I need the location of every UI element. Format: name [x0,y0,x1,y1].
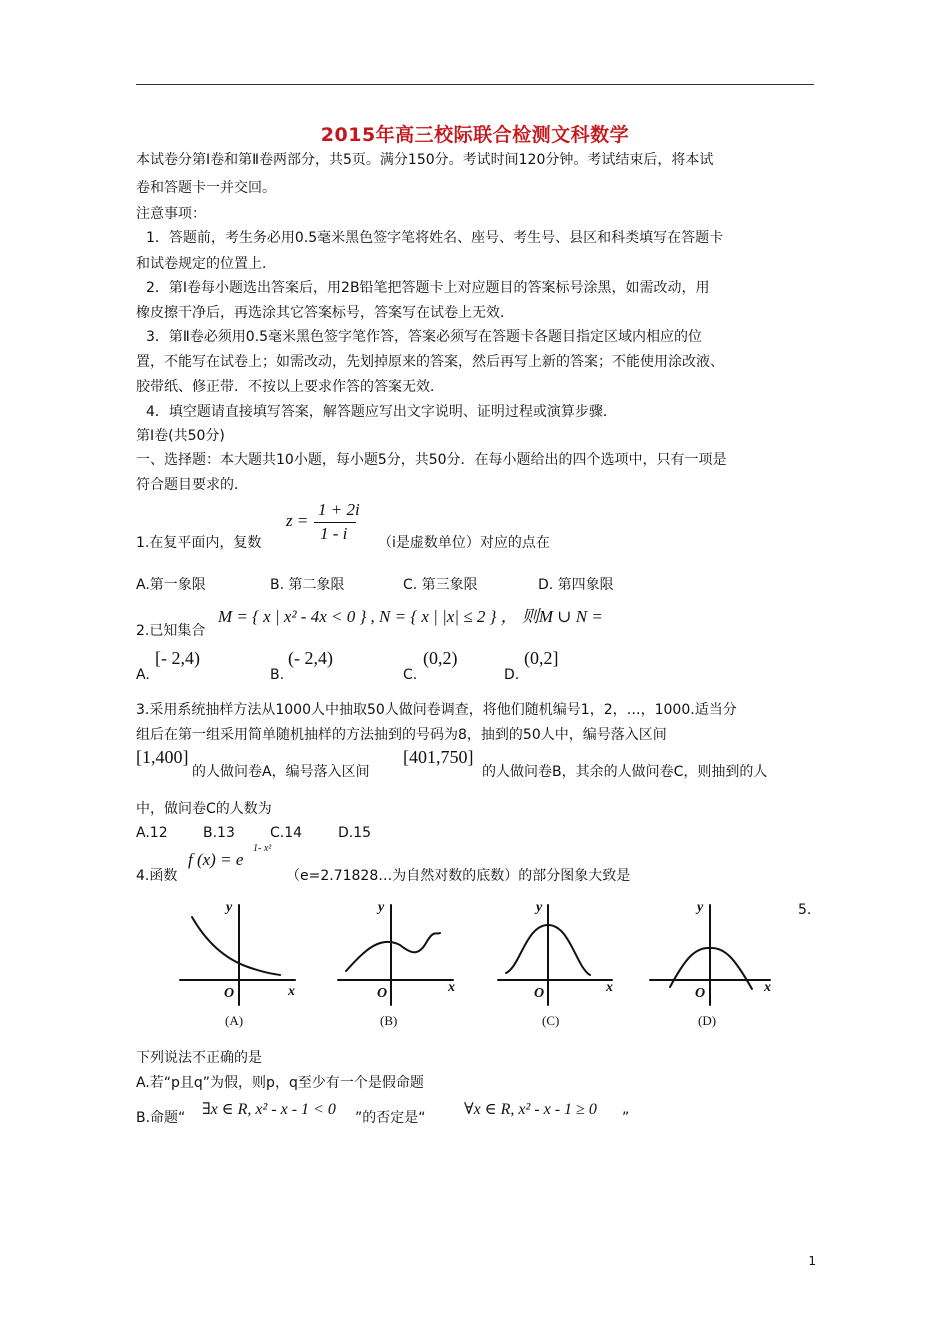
page-title: 2015年高三校际联合检测文科数学 [320,124,630,146]
q5-stem: 下列说法不正确的是 [136,1050,262,1066]
q1-prefix: 1.在复平面内，复数 [136,535,262,551]
graph-d-origin: O [695,986,706,1001]
q3-interval-2: [401,750] [403,747,474,767]
q5-option-b-mid: ”的否定是“ [355,1110,426,1126]
graph-c-y-label: y [536,900,543,915]
notice-1-cont: 和试卷规定的位置上． [136,256,276,272]
q5-option-b-expr2: ∀x ∈ R, x² - x - 1 ≥ 0 [464,1101,597,1118]
graph-d-label: (D) [698,1013,717,1028]
q3-line-1: 3.采用系统抽样方法从1000人中抽取50人做问卷调查，将他们随机编号1，2，…，1000.适当分 [136,702,737,718]
notice-heading: 注意事项： [136,206,206,222]
q3-mid-1: 的人做问卷A，编号落入区间 [192,764,370,780]
q2-prefix: 2.已知集合 [136,623,206,639]
q5-number: 5. [798,902,812,918]
notice-3-cont2: 胶带纸、修正带．不按以上要求作答的答案无效． [136,379,444,395]
q1-suffix: （i是虚数单位）对应的点在 [378,535,550,551]
q5-option-b-expr1: ∃x ∈ R, x² - x - 1 < 0 [202,1101,336,1118]
part-heading: 第Ⅰ卷(共50分) [136,428,225,444]
graph-c-x-label: x [606,980,613,995]
q2-expression: M = { x | x² - 4x < 0 } , N = { x | |x| ≤ 2 } ， 则M ∪ N = [218,607,603,626]
q2-option-c: C. [403,667,418,683]
graph-a-label: (A) [225,1013,244,1028]
q1-option-d: D. 第四象限 [538,577,614,593]
graph-a-y-label: y [226,900,233,915]
q2-option-a-math: [- 2,4) [155,648,200,668]
q3-line-2: 组后在第一组采用简单随机抽样的方法抽到的号码为8，抽到的50人中，编号落入区间 [136,727,667,743]
graph-d-y-label: y [697,900,704,915]
q4-suffix: （e=2.71828…为自然对数的底数）的部分图象大致是 [286,868,631,884]
graph-b-label: (B) [380,1013,398,1028]
q2-option-b: B. [270,667,285,683]
q3-mid-2: 的人做问卷B，其余的人做问卷C，则抽到的人 [482,764,768,780]
section-heading: 一、选择题：本大题共10小题，每小题5分，共50分．在每小题给出的四个选项中，只有一项是 [136,452,727,468]
q3-option-d: D.15 [338,825,372,841]
q5-option-b-prefix: B.命题“ [136,1110,186,1126]
q2-option-b-math: (- 2,4) [288,648,333,668]
intro-line-2: 卷和答题卡一并交回。 [136,180,276,196]
q1-option-a: A.第一象限 [136,577,206,593]
q2-option-c-math: (0,2) [423,648,458,668]
q3-option-c: C.14 [270,825,303,841]
notice-3: 3．第Ⅱ卷必须用0.5毫米黑色签字笔作答，答案必须写在答题卡各题目指定区域内相应的位 [146,329,703,345]
graph-c-label: (C) [542,1013,560,1028]
q1-z: z = [286,511,309,530]
section-heading-cont: 符合题目要求的． [136,477,248,493]
q4-exponent: 1- x² [253,843,272,854]
notice-3-cont: 置，不能写在试卷上；如需改动，先划掉原来的答案，然后再写上新的答案；不能使用涂改液、 [136,354,724,370]
notice-4: 4．填空题请直接填写答案，解答题应写出文字说明、证明过程或演算步骤． [146,404,617,420]
graph-b-curve [346,933,440,971]
graph-c-origin: O [534,986,545,1001]
q1-option-b: B. 第二象限 [270,577,345,593]
q3-line-4: 中，做问卷C的人数为 [136,801,272,817]
q1-numerator: 1 + 2i [318,500,360,519]
q4-function: f (x) = e [188,850,244,869]
graph-a [180,905,295,1005]
graph-b-origin: O [377,986,388,1001]
q2-option-d-math: (0,2] [524,648,559,668]
q3-option-b: B.13 [203,825,235,841]
graph-b [338,905,453,1005]
graph-a-origin: O [224,986,235,1001]
graph-b-y-label: y [378,900,385,915]
q2-option-d: D. [504,667,520,683]
q3-option-a: A.12 [136,825,168,841]
graph-d [650,905,770,1005]
q5-option-b-end: ” [622,1110,630,1126]
q5-option-a: A.若“p且q”为假，则p，q至少有一个是假命题 [136,1075,424,1091]
q1-denominator: 1 - i [320,524,348,543]
q1-option-c: C. 第三象限 [403,577,478,593]
graph-c [498,905,612,1005]
q2-option-a: A. [136,667,150,683]
graph-d-x-label: x [764,980,771,995]
intro-line-1: 本试卷分第Ⅰ卷和第Ⅱ卷两部分，共5页。满分150分。考试时间120分钟。考试结束后，将本试 [136,152,714,168]
page-number: 1 [808,1254,816,1268]
q4-graphs [170,895,780,1030]
header-rule [136,84,814,85]
graph-b-x-label: x [448,980,455,995]
q1-fraction-bar [314,522,356,523]
notice-2-cont: 橡皮擦干净后，再选涂其它答案标号，答案写在试卷上无效． [136,305,514,321]
graph-a-x-label: x [288,984,295,999]
q3-interval-1: [1,400] [136,747,189,767]
q4-prefix: 4.函数 [136,868,178,884]
notice-1: 1．答题前，考生务必用0.5毫米黑色签字笔将姓名、座号、考生号、县区和科类填写在答题卡 [146,230,724,246]
notice-2: 2．第Ⅰ卷每小题选出答案后，用2B铅笔把答题卡上对应题目的答案标号涂黑，如需改动，用 [146,280,710,296]
graph-a-curve [192,917,280,975]
